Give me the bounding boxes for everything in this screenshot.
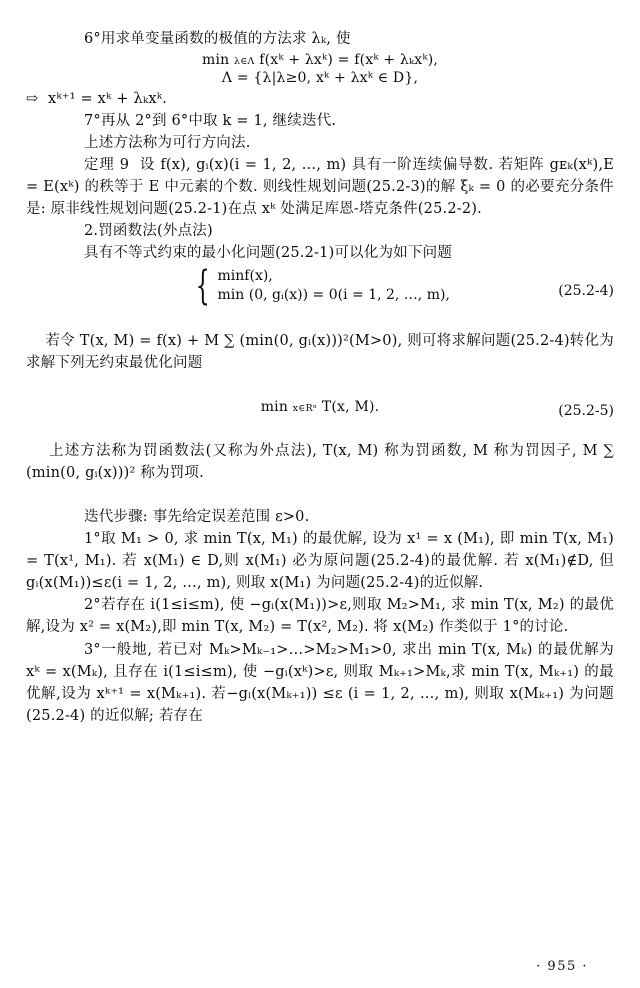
theorem-9: 定理 9 设 f(x), gᵢ(x)(i = 1, 2, …, m) 具有一阶连续偏导数. 若矩阵 gᴇₖ(xᵏ),E = E(xᵏ) 的秩等于 E 中元素的个数. 则线性规划问题(25.2-3)的解 ξₖ = 0 的必要充分条件是: 原非线性规划问题(25.2-1)在点 xᵏ 处满足库恩-塔克条件(25.2-2). [26, 157, 619, 218]
equation-number-25-2-5: (25.2-5) [558, 403, 614, 420]
min-body: f(xᵏ + λxᵏ) = f(xᵏ + λₖxᵏ), [259, 52, 439, 69]
equation-iterate: ⇨ xᵏ⁺¹ = xᵏ + λₖxᵏ. [26, 91, 168, 108]
paragraph-inequality-constraint: 具有不等式约束的最小化问题(25.2-1)可以化为如下问题 [84, 245, 453, 262]
paragraph-step-3: 3°一般地, 若已对 Mₖ>Mₖ₋₁>…>M₂>M₁>0, 求出 min T(x, Mₖ) 的最优解为 xᵏ = x(Mₖ), 且存在 i(1≤i≤m), 使 −gᵢ(xᵏ)>ε, 则取 Mₖ₊₁>Mₖ,求 min T(x, Mₖ₊₁) 的最优解,设为 xᵏ⁺¹ = x(Mₖ₊₁). 若−gᵢ(x(Mₖ₊₁)) ≤ε (i = 1, 2, …, m), 则取 x(Mₖ₊₁) 为问题 (25.2-4) 的近似解; 若存在 [26, 641, 619, 724]
braced-system [26, 262, 614, 309]
paragraph-6deg: 6°用求单变量函数的极值的方法求 λₖ, 使 [84, 31, 351, 47]
equation-min-lambda [26, 52, 614, 68]
paragraph-define-T [26, 308, 614, 396]
page-number: · 955 · [536, 959, 588, 974]
paragraph-iteration-steps: 迭代步骤: 事先给定误差范围 ε>0. [84, 509, 310, 526]
paragraph-define-T-text: 若令 T(x, M) = f(x) + M ∑ (min(0, gᵢ(x)))²(M>0), 则可将求解问题(25.2-4)转化为求解下列无约束最优化问题 [26, 333, 614, 372]
heading-penalty-function: 2.罚函数法(外点法) [84, 223, 213, 240]
paragraph-7deg: 7°再从 2°到 6°中取 k = 1, 继续迭代. [84, 113, 337, 130]
min-operator [202, 52, 255, 68]
braced-line-2: min (0, gᵢ(x)) = 0(i = 1, 2, …, m), [217, 287, 450, 304]
min-op-label-2: min [260, 399, 289, 416]
paragraph-step-1: 1°取 M₁ > 0, 求 min T(x, M₁) 的最优解, 设为 x¹ = x (M₁), 即 min T(x, M₁) = T(x¹, M₁). 若 x(M₁) ∈ D,则 x(M₁) 必为原问题(25.2-4)的最优解. 若 x(M₁)∉D, 但 gᵢ(x(M₁))≤ε(i = 1, 2, …, m), 则取 x(M₁) 为问题(25.2-4)的近似解. [26, 531, 619, 592]
min-op-subscript: λ∈Λ [234, 56, 255, 68]
min-op-subscript-2: x∈Rⁿ [292, 403, 318, 415]
equation-number-25-2-4: (25.2-4) [558, 283, 614, 300]
min-body-2: T(x, M). [321, 399, 380, 416]
equation-lambda-set: Λ = {λ|λ≥0, xᵏ + λxᵏ ∈ D}, [221, 70, 419, 87]
equation-25-2-4 [26, 262, 614, 309]
min-operator-2 [261, 399, 317, 415]
paragraph-penalty-terms-text: 上述方法称为罚函数法(又称为外点法), T(x, M) 称为罚函数, M 称为罚因子, M ∑ (min(0, gᵢ(x)))² 称为罚项. [26, 443, 619, 482]
left-brace-icon: { [195, 262, 210, 309]
equation-25-2-5 [26, 399, 614, 420]
equation-min-T [26, 399, 614, 415]
braced-line-1: minf(x), [217, 268, 273, 285]
braced-system-lines [218, 267, 450, 305]
paragraph-step-2: 2°若存在 i(1≤i≤m), 使 −gᵢ(x(M₁))>ε,则取 M₂>M₁, 求 min T(x, M₂) 的最优解,设为 x² = x(M₂),即 min T(x, M₂) = T(x², M₂). 将 x(M₂) 作类似于 1°的讨论. [26, 597, 614, 636]
paragraph-feasible-direction: 上述方法称为可行方向法. [84, 135, 251, 152]
paragraph-penalty-terms [26, 418, 619, 506]
min-op-label: min [201, 52, 230, 69]
